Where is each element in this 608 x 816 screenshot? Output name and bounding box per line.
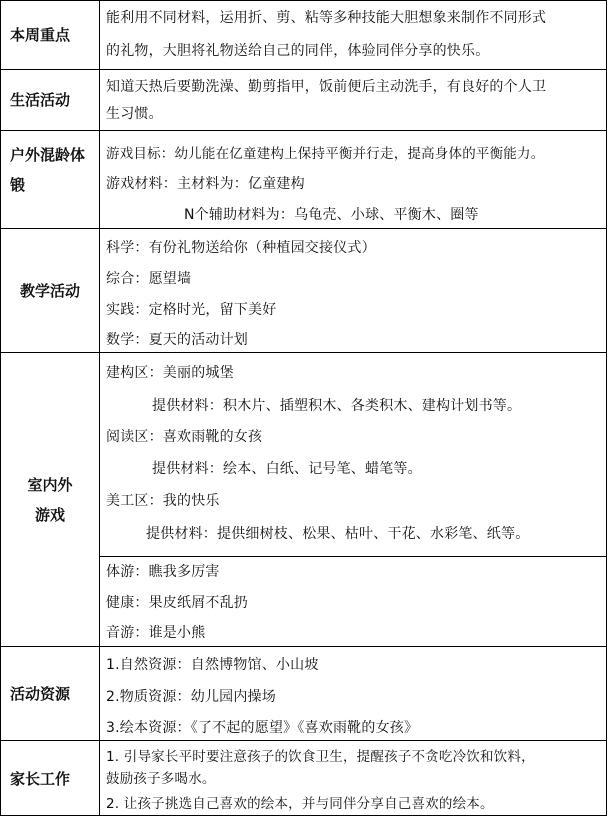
games-label-line-1: 室内外 bbox=[27, 475, 73, 494]
health-game: 健康：果皮纸屑不乱扔 bbox=[106, 595, 248, 611]
games-label bbox=[2, 353, 98, 646]
resource-item: 2.物质资源：幼儿园内操场 bbox=[106, 689, 276, 705]
outdoor-aux-material: N个辅助材料为：乌龟壳、小球、平衡木、圈等 bbox=[184, 207, 479, 223]
teaching-item: 科学：有份礼物送给你（种植园交接仪式） bbox=[106, 240, 376, 256]
build-materials: 提供材料：积木片、插塑积木、各类积木、建构计划书等。 bbox=[152, 398, 522, 414]
sport-game: 体游：瞧我多厉害 bbox=[106, 564, 220, 580]
life-line-2: 生习惯。 bbox=[106, 106, 163, 122]
teaching-item: 数学：夏天的活动计划 bbox=[106, 332, 248, 348]
parents-line-2: 鼓励孩子多喝水。 bbox=[106, 771, 216, 787]
reading-area: 阅读区：喜欢雨靴的女孩 bbox=[106, 429, 263, 445]
life-label: 生活活动 bbox=[10, 91, 71, 109]
outdoor-goal: 游戏目标：幼儿能在亿童建构上保持平衡并行走，提高身体的平衡能力。 bbox=[106, 146, 545, 162]
focus-label: 本周重点 bbox=[10, 25, 71, 44]
parents-line-3: 2. 让孩子挑选自己喜欢的绘本，并与同伴分享自己喜欢的绘本。 bbox=[106, 796, 494, 812]
focus-line-2: 的礼物，大胆将礼物送给自己的同伴，体验同伴分享的快乐。 bbox=[106, 43, 490, 59]
parents-line-1: 1. 引导家长平时要注意孩子的饮食卫生，提醒孩子不贪吃冷饮和饮料， bbox=[106, 749, 535, 765]
outdoor-label-line-1: 户外混龄体 bbox=[10, 146, 86, 164]
reading-materials: 提供材料：绘本、白纸、记号笔、蜡笔等。 bbox=[152, 461, 422, 477]
teaching-item: 实践：定格时光，留下美好 bbox=[106, 302, 277, 318]
resource-item: 3.绘本资源：《了不起的愿望》《喜欢雨靴的女孩》 bbox=[106, 720, 419, 736]
parents-label: 家长工作 bbox=[10, 769, 71, 788]
outdoor-label-line-2: 锻 bbox=[10, 176, 26, 194]
teaching-item: 综合：愿望墙 bbox=[106, 271, 192, 287]
music-game: 音游：谁是小熊 bbox=[106, 625, 206, 641]
games-label-line-2: 游戏 bbox=[34, 505, 65, 524]
focus-line-1: 能利用不同材料，运用折、剪、粘等多种技能大胆想象来制作不同形式 bbox=[106, 10, 547, 26]
life-line-1: 知道天热后要勤洗澡、勤剪指甲，饭前便后主动洗手，有良好的个人卫 bbox=[106, 79, 547, 95]
outdoor-label bbox=[2, 131, 98, 228]
outdoor-material: 游戏材料：主材料为：亿童建构 bbox=[106, 176, 305, 192]
resource-item: 1.自然资源：自然博物馆、小山坡 bbox=[106, 657, 319, 673]
resources-label: 活动资源 bbox=[10, 684, 71, 703]
art-area: 美工区：我的快乐 bbox=[106, 493, 220, 509]
build-area: 建构区：美丽的城堡 bbox=[106, 365, 234, 381]
art-materials: 提供材料：提供细树枝、松果、枯叶、干花、水彩笔、纸等。 bbox=[146, 526, 530, 542]
teaching-label: 教学活动 bbox=[19, 281, 80, 300]
